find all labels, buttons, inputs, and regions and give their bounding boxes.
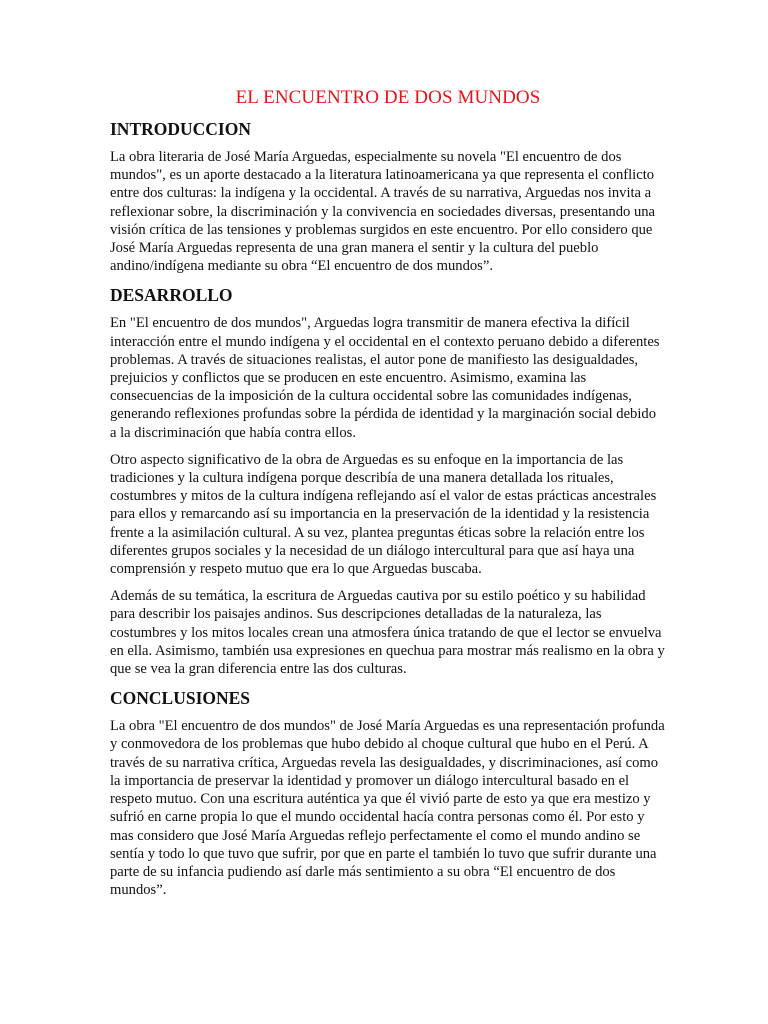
paragraph: Otro aspecto significativo de la obra de Arguedas es su enfoque en la importancia de las tradiciones y la cultura indígena porque describía de una manera detallada los rituales, costumbres y mitos de la cultura indígena reflejando así el valor de estas prácticas ancestrales para ellos y remarcando así su importancia en la preservación de la identidad y la resistencia frente a la asimilación cultural. A su vez, plantea preguntas éticas sobre la relación entre los diferentes grupos sociales y la necesidad de un diálogo intercultural para que así haya una comprensión y respeto mutuo que era lo que Arguedas buscaba.	[110, 451, 657, 578]
paragraph: Además de su temática, la escritura de Arguedas cautiva por su estilo poético y su habilidad para describir los paisajes andinos. Sus descripciones detalladas de la naturaleza, las costumbres y los mitos locales crean una atmosfera única tratando de que el lector se envuelva en ella. Asimismo, también usa expresiones en quechua para mostrar más realismo en la obra y que se vea la gran diferencia entre las dos culturas.	[110, 588, 665, 678]
section-conclusiones	[110, 687, 666, 899]
section-heading-introduccion: INTRODUCCION	[110, 119, 251, 139]
section-desarrollo	[110, 284, 666, 678]
section-heading-desarrollo: DESARROLLO	[110, 285, 233, 306]
section-introduccion	[110, 118, 666, 275]
paragraph: La obra "El encuentro de dos mundos" de José María Arguedas es una representación profunda y conmovedora de los problemas que hubo debido al choque cultural que hubo en el Perú. A través de su narrativa crítica, Arguedas revela las desigualdades, y discriminaciones, así como la importancia de preservar la identidad y promover un diálogo intercultural basado en el respeto mutuo. Con una escritura auténtica ya que él vivió parte de esto ya que era mestizo y sufrió en carne propia lo que el mundo occidental hacía contra personas como él. Por esto y mas considero que José María Arguedas reflejo perfectamente el como el mundo andino se sentía y todo lo que tuvo que sufrir, por que en parte el también lo tuvo que sufrir durante una parte de su infancia pudiendo así darle más sentimiento a su obra “El encuentro de dos mundos”.	[110, 718, 665, 899]
section-heading-conclusiones: CONCLUSIONES	[110, 688, 251, 709]
paragraph: La obra literaria de José María Arguedas, especialmente su novela "El encuentro de dos mundos", es un aporte destacado a la literatura latinoamericana ya que representa el conflicto entre dos culturas: la indígena y la occidental. A través de su narrativa, Arguedas nos invita a reflexionar sobre, la discriminación y la convivencia en sociedades diversas, presentando una visión crítica de las tensiones y problemas surgidos en este encuentro. Por ello considero que José María Arguedas representa de una gran manera el sentir y la cultura del pueblo andino/indígena mediante su obra “El encuentro de dos mundos”.	[110, 149, 656, 275]
document-title: EL ENCUENTRO DE DOS MUNDOS	[235, 87, 541, 108]
paragraph: En "El encuentro de dos mundos", Arguedas logra transmitir de manera efectiva la difícil interacción entre el mundo indígena y el occidental en el contexto peruano debido a diferentes problemas. A través de situaciones realistas, el autor pone de manifiesto las desigualdades, prejuicios y conflictos que se producen en este encuentro. Asimismo, examina las consecuencias de la imposición de la cultura occidental sobre las comunidades indígenas, generando reflexiones profundas sobre la pérdida de identidad y la marginación social debido a la discriminación que había contra ellos.	[110, 315, 660, 441]
document-page	[110, 86, 666, 908]
